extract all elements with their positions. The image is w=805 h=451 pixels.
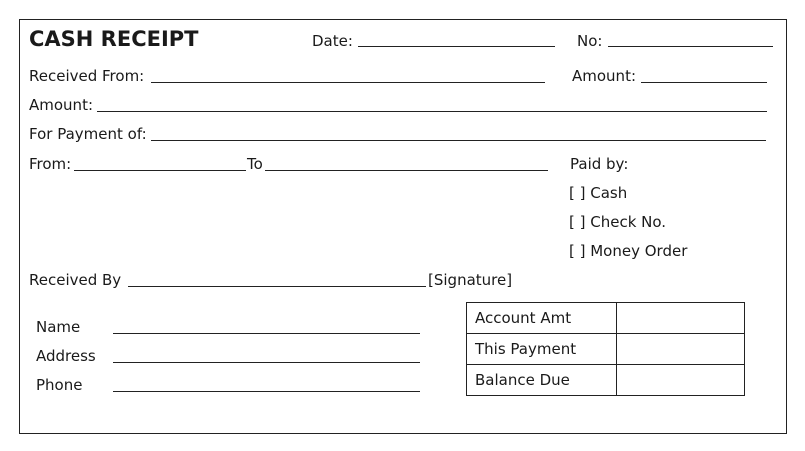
this-payment-value-cell[interactable] <box>617 334 745 365</box>
account-table <box>466 302 745 396</box>
account-amt-label: Account Amt <box>467 303 617 334</box>
received-from-label: Received From: <box>29 67 145 85</box>
for-payment-label: For Payment of: <box>29 125 147 143</box>
from-field-line[interactable] <box>74 170 246 171</box>
from-label: From: <box>29 155 72 173</box>
this-payment-label: This Payment <box>467 334 617 365</box>
received-from-field-line[interactable] <box>151 82 545 83</box>
address-field-line[interactable] <box>113 362 420 363</box>
receipt-number-field-line[interactable] <box>608 46 773 47</box>
paid-by-check-option[interactable]: [ ] Check No. <box>569 213 667 231</box>
receipt-number-label: No: <box>577 32 603 50</box>
paid-by-cash-option[interactable]: [ ] Cash <box>569 184 628 202</box>
to-field-line[interactable] <box>265 170 548 171</box>
signature-label: [Signature] <box>428 271 513 289</box>
amount-right-field-line[interactable] <box>641 82 767 83</box>
amount-right-label: Amount: <box>572 67 636 85</box>
table-row <box>467 303 745 334</box>
balance-due-value-cell[interactable] <box>617 365 745 396</box>
received-by-field-line[interactable] <box>128 286 426 287</box>
phone-label: Phone <box>36 376 83 394</box>
table-row <box>467 334 745 365</box>
phone-field-line[interactable] <box>113 391 420 392</box>
date-field-line[interactable] <box>358 46 555 47</box>
to-label: To <box>247 155 263 173</box>
amount-label: Amount: <box>29 96 93 114</box>
account-amt-value-cell[interactable] <box>617 303 745 334</box>
paid-by-label: Paid by: <box>570 155 629 173</box>
amount-field-line[interactable] <box>97 111 767 112</box>
for-payment-field-line[interactable] <box>151 140 766 141</box>
name-label: Name <box>36 318 81 336</box>
table-row <box>467 365 745 396</box>
name-field-line[interactable] <box>113 333 420 334</box>
receipt-title: CASH RECEIPT <box>29 27 199 51</box>
paid-by-money-order-option[interactable]: [ ] Money Order <box>569 242 688 260</box>
received-by-label: Received By <box>29 271 122 289</box>
date-label: Date: <box>312 32 353 50</box>
address-label: Address <box>36 347 96 365</box>
balance-due-label: Balance Due <box>467 365 617 396</box>
